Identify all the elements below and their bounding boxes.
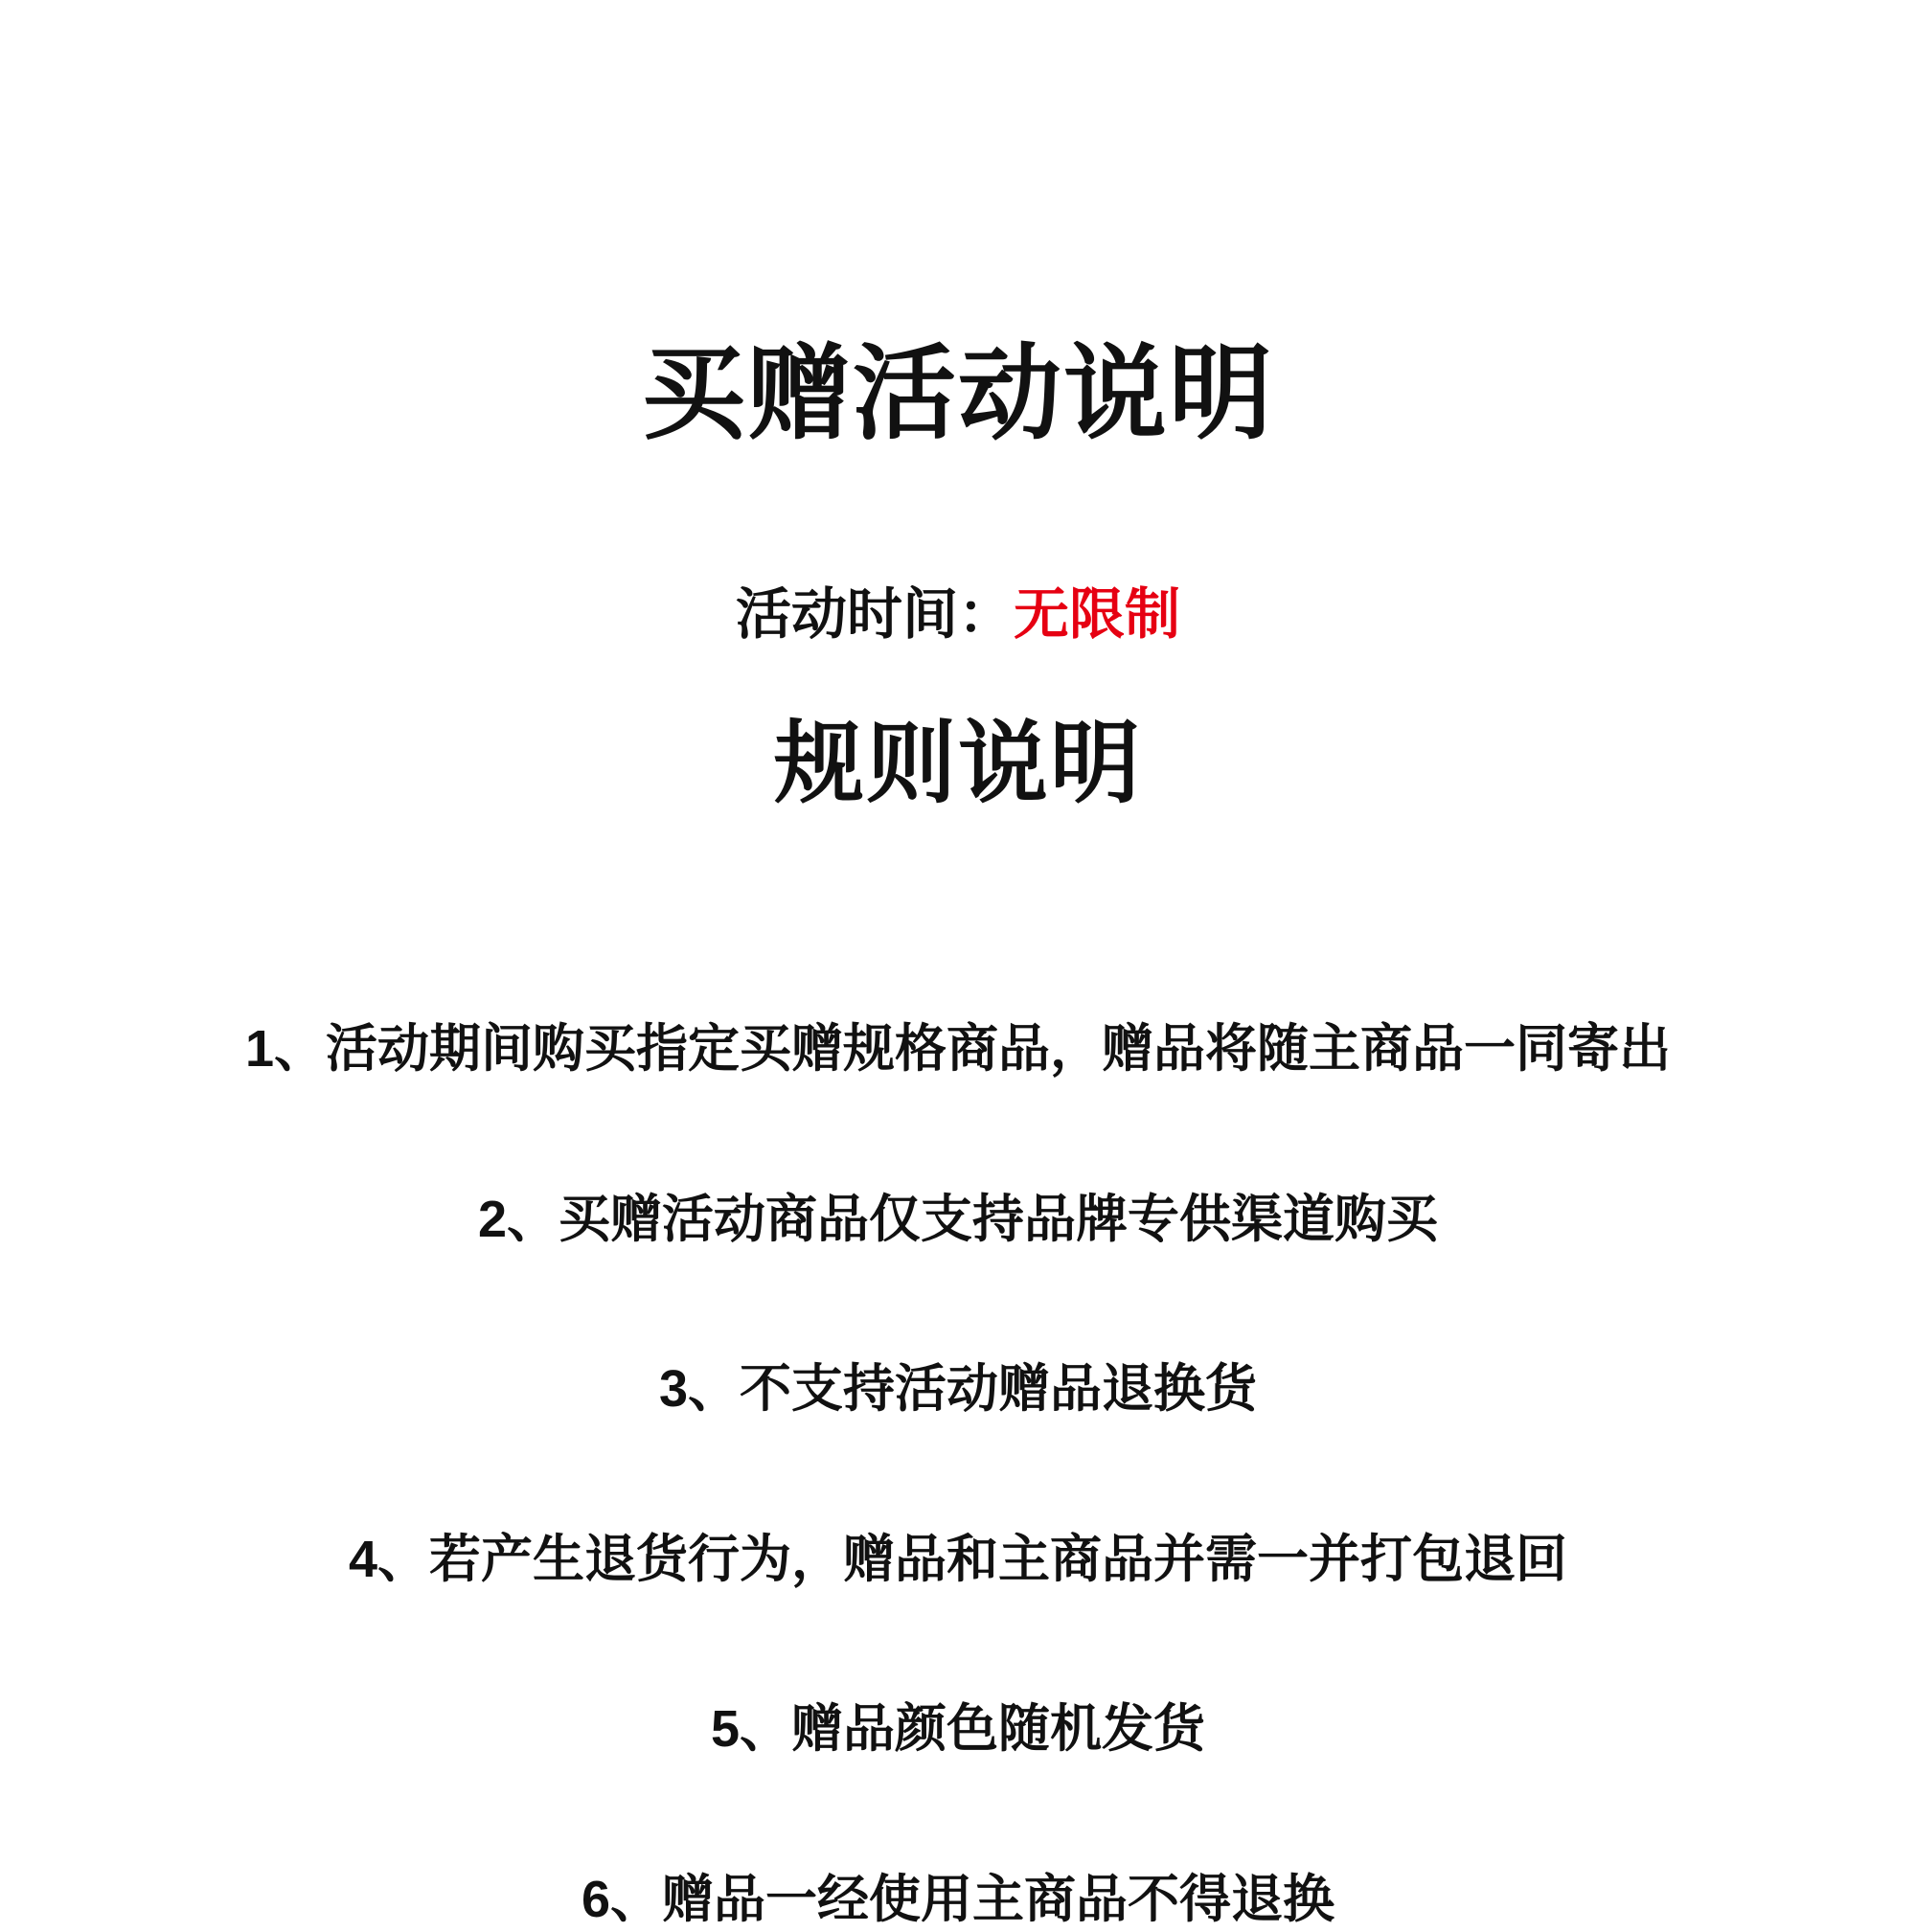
list-item: 2、买赠活动商品仅支持品牌专供渠道购买 bbox=[477, 1190, 1439, 1248]
rules-section-title: 规则说明 bbox=[773, 712, 1142, 813]
activity-period-value: 无限制 bbox=[1014, 583, 1181, 647]
list-item: 3、不支持活动赠品退换货 bbox=[658, 1360, 1258, 1419]
list-item: 4、若产生退货行为，赠品和主商品并需一并打包退回 bbox=[348, 1530, 1568, 1588]
activity-period bbox=[736, 581, 1180, 648]
activity-period-label: 活动时间： bbox=[735, 583, 1014, 647]
rules-list bbox=[0, 966, 1916, 1932]
list-item: 1、活动期间购买指定买赠规格商品，赠品将随主商品一同寄出 bbox=[244, 1020, 1672, 1079]
list-item: 5、赠品颜色随机发货 bbox=[710, 1700, 1206, 1759]
page-title: 买赠活动说明 bbox=[641, 335, 1274, 451]
list-item: 6、赠品一经使用主商品不得退换 bbox=[581, 1870, 1335, 1928]
